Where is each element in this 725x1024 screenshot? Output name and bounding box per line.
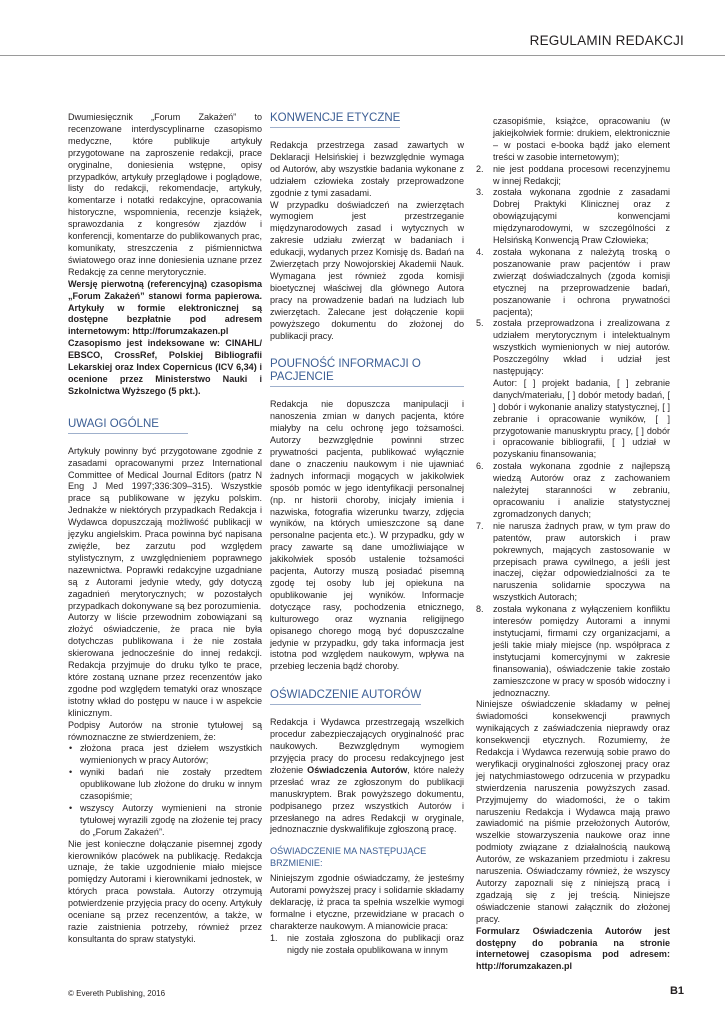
header-rule xyxy=(0,55,725,56)
list-item: • wszyscy Autorzy wymienieni na stronie tytułowej wyrazili zgodę na złożenie tej pracy do „Forum Zakażeń”. xyxy=(80,803,262,839)
list-item: 7. nie narusza żadnych praw, w tym praw do patentów, praw autorskich i praw pokrewnych, mających zastosowanie w przepisach prawa cywilnego, a jeśli jest inaczej, ciężar odpowiedzialności za te naruszenia solidarnie spoczywa na wszystkich Autorach; xyxy=(476,520,670,603)
list-item-continuation: czasopiśmie, książce, opracowaniu (w jakiejkolwiek formie: drukiem, elektronicznie – w postaci e-booka bądź jako element treści w zasobie internetowym); xyxy=(493,116,670,162)
reference-version-note: Wersję pierwotną (referencyjną) czasopisma „Forum Zakażeń” stanowi forma papierowa. Artykuły w formie elektronicznej są dostępne bezpłatnie pod adresem internetowym: http://forumzakazen.pl xyxy=(68,278,262,337)
general-paragraph-2: Autorzy w liście przewodnim zobowiązani są złożyć oświadczenie, że praca nie była dotychczas publikowana i że nie została skierowana jednocześnie do innej redakcji. Redakcja przyjmuje do druku tylko te prace, które zostaną uznane przez recenzentów jako zgodne pod względem tematyki oraz wnoszące istotny wkład do postępu w nauce i w aspekcie klinicznym. xyxy=(68,612,262,718)
column-3 xyxy=(476,116,670,973)
author-statement-paragraph: Redakcja i Wydawca przestrzegają wszelkich procedur zabezpieczających oryginalność prac naukowych. Bezwzględnym wymogiem przyjęcia pracy do procesu redakcyjnego jest złożenie Oświadczenia Autorów, które należy przesłać wraz ze zgłoszonym do publikacji manuskryptem. Brak powyższego dokumentu, podpisanego przez wszystkich Autorów i przesłanego na adres Redakcji w oryginale, jednoznacznie dyskwalifikuje zgłoszoną pracę. xyxy=(270,717,464,835)
statement-numbered-list xyxy=(476,164,670,378)
statement-closing-paragraph: Niniejsze oświadczenie składamy w pełnej świadomości konsekwencji prawnych wynikających z zaświadczenia nieprawdy oraz konsekwencji etycznych. Rozumiemy, że Redakcja i Wydawca rezerwują sobie prawo do weryfikacji oryginalności zgłoszonej pracy oraz jej natychmiastowego odrzucenia w przypadku stwierdzenia naruszenia powyższych zasad. Przyjmujemy do wiadomości, że o takim naruszeniu Redakcja i Wydawca mają prawo zawiadomić na piśmie przełożonych Autorów, wszelkie stowarzyszenia naukowe oraz inne podmioty związane z działalnością naukową Autorów, ze wskazaniem przedmiotu i zakresu naruszenia. Oświadczamy również, że wszyscy Autorzy zapoznali się z niniejszą pracą i zgadzają się z jej treścią. Niniejsze oświadczenie stanowi załącznik do złożonej pracy. xyxy=(476,699,670,924)
list-item: 3. została wykonana zgodnie z zasadami Dobrej Praktyki Klinicznej oraz z obowiązującymi konwencjami międzynarodowymi, w szczególności z Helsińską Konwencją Praw Człowieka; xyxy=(476,187,670,246)
statement-numbered-list-2 xyxy=(476,461,670,699)
general-paragraph-1: Artykuły powinny być przygotowane zgodnie z zasadami opracowanymi przez International Committee of Medical Journal Editors (patrz N Eng J Med 1997;336:309–315). Wszystkie prace są publikowane w języku polskim. Jednakże w niektórych przypadkach Redakcja i Wydawca dopuszczają możliwość publikacji w języku angielskim. Praca powinna być napisana zwięźle, bez zarzutu pod względem stylistycznym, z uwzględnieniem poprawnego nazewnictwa. Poprawki redakcyjne uzgadniane są z Autorami jedynie wtedy, gdy dotyczą zagadnień merytorycznych; w pozostałych przypadkach dokonywane są bez porozumienia. xyxy=(68,445,262,611)
confidentiality-paragraph: Redakcja nie dopuszcza manipulacji i nanoszenia zmian w danych pacjenta, które miałyby na celu ochronę jego tożsamości. Autorzy bezwzględnie powinni strzec prywatności pacjenta, publikować wyłącznie dane o znaczeniu naukowym i nie ujawniać żadnych informacji mogących w jakikolwiek sposób pomóc w jego identyfikacji personalnej (np. nr historii choroby, inicjały imienia i nazwiska, fotografia wizerunku twarzy, zdjęcia wyników, na których umieszczone są dane personalne pacjenta etc.). W przypadku, gdy w pracy zawarte są dane umożliwiające w jakikolwiek sposób ustalenie tożsamości pacjenta, Autorzy muszą posiadać pisemną zgodę tej osoby lub jej opiekuna na opublikowanie jej wyników. Informacje dotyczące rasy, pochodzenia etnicznego, kulturowego oraz wyznania religijnego opisanego chorego mogą być dopuszczalne jedynie w przypadku, gdy taka informacja jest istotna pod względem naukowym, wpływa na przebieg leczenia bądź choroby. xyxy=(270,399,464,672)
author-contribution-note: Autor: [ ] projekt badania, [ ] zebranie danych/materiału, [ ] dobór metody badań, [ ] dobór i wykonanie analizy statystycznej, [ ] zebranie i opracowanie wyników, [ ] przygotowanie manuskryptu pracy, [ ] dobór i opracowanie bibliografii, [ ] udział w pozyskaniu finansowania; xyxy=(493,377,670,460)
author-statement-term: Oświadczenia Autorów xyxy=(307,764,408,775)
list-item: 6. została wykonana zgodnie z najlepszą wiedzą Autorów oraz z zachowaniem należytej staranności w zebraniu, opracowaniu i analizie statystycznej zgromadzonych danych; xyxy=(476,461,670,519)
indexing-note: Czasopismo jest indeksowane w: CINAHL/ EBSCO, CrossRef, Polskiej Bibliografii Lekarskiej oraz Index Copernicus (ICV 6,34) i ocenione przez Ministerstwo Nauki i Szkolnictwa Wyższego (5 pkt.). xyxy=(68,338,262,396)
general-paragraph-3: Podpisy Autorów na stronie tytułowej są równoznaczne ze stwierdzeniem, że: xyxy=(68,719,262,742)
section-heading-confidentiality: POUFNOŚĆ INFORMACJI O PACJENCIE xyxy=(270,358,464,387)
list-item: 2. nie jest poddana procesowi recenzyjnemu w innej Redakcji; xyxy=(476,163,670,186)
copyright-footer: © Evereth Publishing, 2016 xyxy=(68,989,166,998)
section-heading-author-statement: OŚWIADCZENIE AUTORÓW xyxy=(270,689,421,705)
section-heading-general: UWAGI OGÓLNE xyxy=(68,418,188,434)
ethics-paragraph-2: W przypadku doświadczeń na zwierzętach wymogiem jest przestrzeganie międzynarodowych zasad i wytycznych w zakresie udziału zwierząt w badaniach i edukacji, wydanych przez Komisję ds. Badań na Zwierzętach przy Nowojorskiej Akademii Nauk. Wymagana jest również zgoda komisji bioetycznej właściwej dla głównego Autora pracy na prowadzenie badań na ludziach lub zwierzętach. Zalecane jest dołączenie kopii powyższego dokumentu do złożonej do publikacji pracy. xyxy=(270,199,464,341)
general-paragraph-4: Nie jest konieczne dołączanie pisemnej zgody kierowników placówek na publikację. Redakcja uznaje, że takie uzgodnienie miało miejsce pomiędzy Autorami i kierownikami jednostek, w których praca powstała. Autorzy otrzymują potwierdzenie przyjęcia pracy do oceny. Artykuły oceniane są przez recenzentów, a także, w razie zaistnienia potrzeby, również przez konsultanta do spraw statystyki. xyxy=(68,838,262,944)
page-number: B1 xyxy=(669,985,684,997)
list-item: 5. została przeprowadzona i zrealizowana z udziałem merytorycznym i intelektualnym wszystkich wymienionych w niej autorów. Poszczególny wkład i udział jest następujący: xyxy=(476,318,670,377)
column-2 xyxy=(270,112,464,957)
running-header-title: REGULAMIN REDAKCJI xyxy=(529,33,684,48)
subsection-heading-statement-text: OŚWIADCZENIE MA NASTĘPUJĄCE BRZMIENIE: xyxy=(270,846,427,868)
list-item: 4. została wykonana z należytą troską o poszanowanie praw pacjentów i praw zwierząt doświadczalnych (zgoda komisji etycznej na przeprowadzenie badań, poszanowanie i ochrona prywatności pacjenta); xyxy=(476,246,670,317)
list-item: 1. nie została zgłoszona do publikacji oraz nigdy nie została opublikowana w innym xyxy=(270,932,464,955)
list-item: 8. została wykonana z wyłączeniem konfliktu interesów pomiędzy Autorami a innymi instytucjami, firmami czy organizacjami, a jeśli takie miały miejsce (np. współpraca z instytucjami komercyjnymi w zakresie finansowania), oświadczenie takie zostało zamieszczone w pracy w sposób widoczny i jednoznaczny. xyxy=(476,604,670,698)
list-item: • złożona praca jest dziełem wszystkich wymienionych w pracy Autorów; xyxy=(80,743,262,767)
section-heading-ethics: KONWENCJE ETYCZNE xyxy=(270,112,400,128)
intro-paragraph: Dwumiesięcznik „Forum Zakażeń” to recenzowane interdyscyplinarne czasopismo medyczne, które publikuje artykuły przygotowane na zaproszenie redakcji, prace oryginalne, doniesienia wstępne, opisy przypadków, artykuły przeglądowe i poglądowe, listy do redakcji, rekomendacje, artykuły, komentarze i notatki redakcyjne, opracowania historyczne, wspomnienia, recenzje książek, sprawozdania z kongresów zjazdów i konferencji, komentarze do publikowanych prac, komunikaty, streszczenia z piśmiennictwa światowego oraz inne doniesienia uznane przez Redakcję za cenne merytorycznie. xyxy=(68,112,262,277)
author-statement-list xyxy=(68,743,262,838)
statement-paragraph: Niniejszym zgodnie oświadczamy, że jesteśmy Autorami powyższej pracy i solidarnie składamy deklarację, iż praca ta spełnia wszelkie wymogi formalne i etyczne, przewidziane w pracach o charakterze naukowym. A mianowicie praca: xyxy=(270,873,464,931)
ethics-paragraph-1: Redakcja przestrzega zasad zawartych w Deklaracji Helsińskiej i bezwzględnie wymaga od Autorów, aby wszystkie badania wykonane z udziałem człowieka zostały przeprowadzone zgodnie z tymi zasadami. xyxy=(270,140,464,198)
list-item: • wyniki badań nie zostały przedtem opublikowane lub złożone do druku w innym czasopiśmie; xyxy=(80,767,262,803)
column-1 xyxy=(68,112,262,946)
statement-numbered-list-start xyxy=(270,933,464,957)
form-download-note: Formularz Oświadczenia Autorów jest dostępny do pobrania na stronie internetowej czasopisma pod adresem: http://forumzakazen.pl xyxy=(476,925,670,972)
